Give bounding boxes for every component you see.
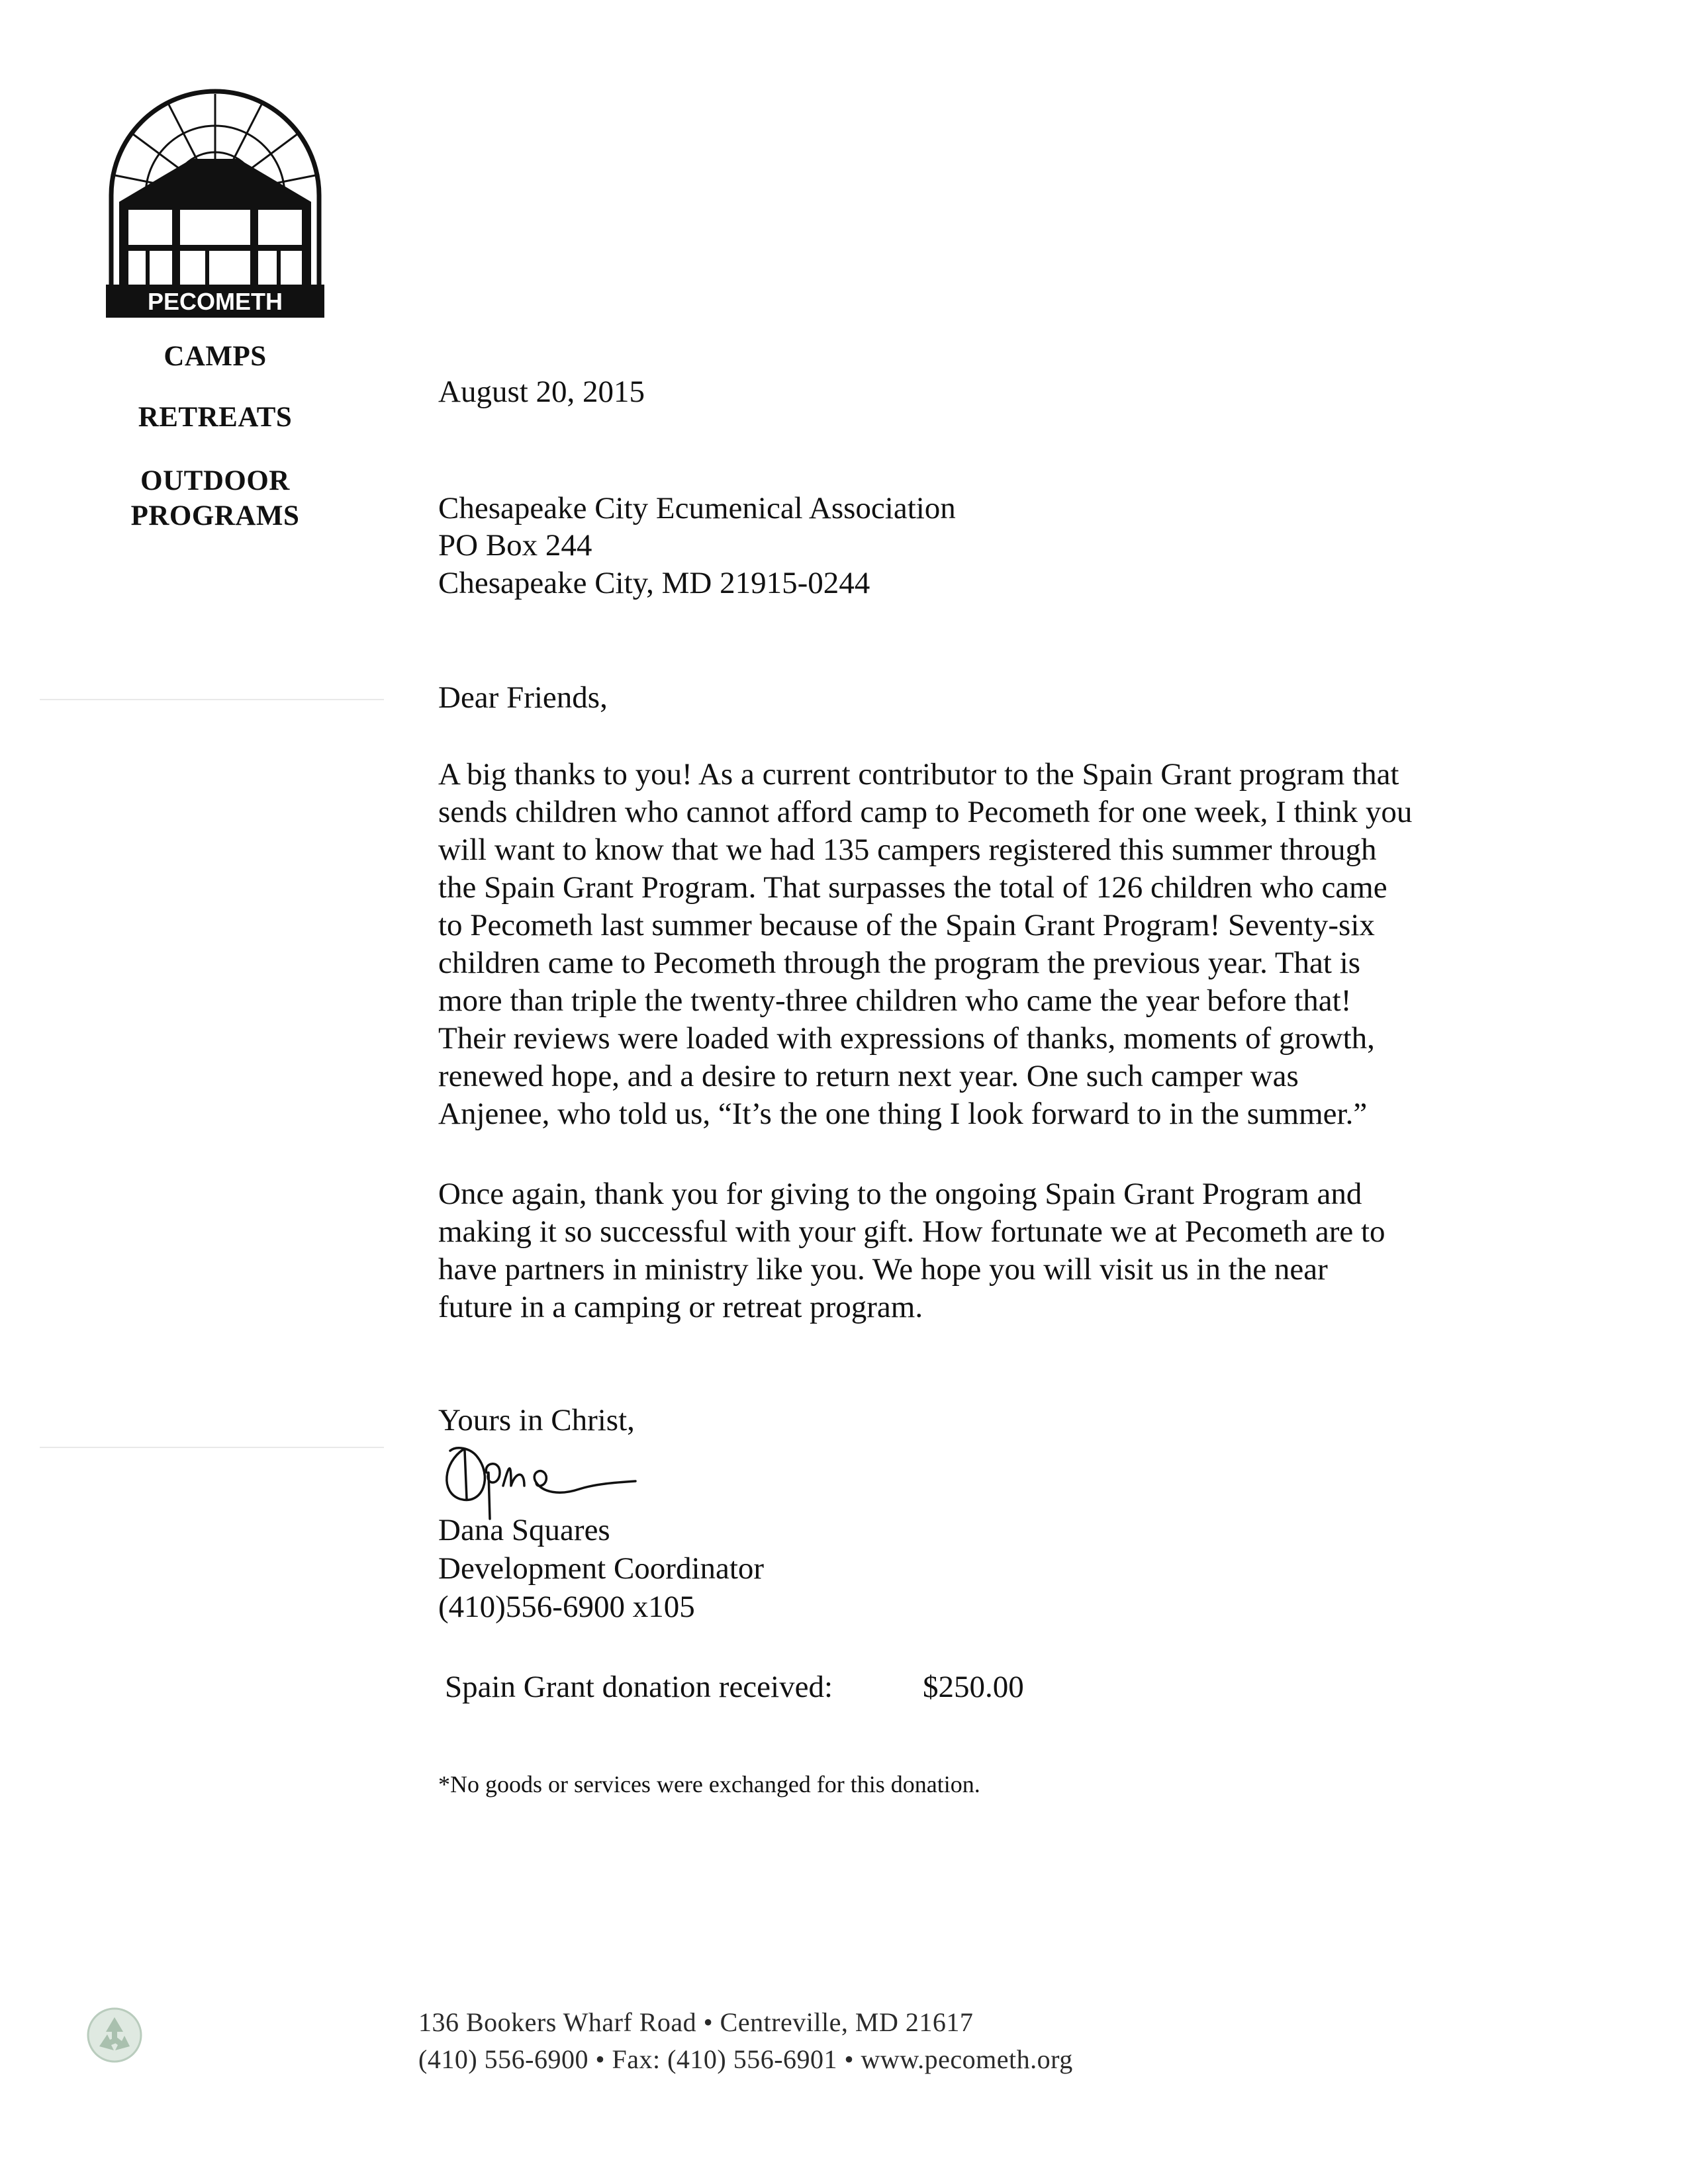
logo-wordmark: PECOMETH bbox=[147, 288, 283, 315]
scan-artifact bbox=[40, 699, 384, 700]
sidebar-item-programs: PROGRAMS bbox=[130, 500, 300, 531]
footer-address: 136 Bookers Wharf Road • Centreville, MD 21617 bbox=[418, 2007, 974, 2037]
recipient-name: Chesapeake City Ecumenical Association bbox=[438, 491, 956, 525]
donation-label: Spain Grant donation received: bbox=[445, 1670, 833, 1704]
sidebar-item-camps: CAMPS bbox=[164, 341, 267, 372]
salutation: Dear Friends, bbox=[438, 680, 608, 715]
sidebar-item-retreats: RETREATS bbox=[138, 402, 293, 433]
donation-disclaimer: *No goods or services were exchanged for this donation. bbox=[438, 1771, 980, 1797]
sidebar-item-outdoor: OUTDOOR bbox=[140, 465, 290, 496]
closing: Yours in Christ, bbox=[438, 1403, 635, 1437]
handwritten-signature bbox=[437, 1436, 655, 1522]
recycle-icon bbox=[85, 2005, 144, 2065]
footer-contact: (410) 556-6900 • Fax: (410) 556-6901 • www.pecometh.org bbox=[418, 2044, 1073, 2074]
letter-date: August 20, 2015 bbox=[438, 375, 645, 409]
recipient-city: Chesapeake City, MD 21915-0244 bbox=[438, 566, 870, 600]
donation-amount: $250.00 bbox=[923, 1670, 1024, 1704]
body-paragraph-1: A big thanks to you! As a current contributor to the Spain Grant program that sends children who cannot afford camp to Pecometh for one week, I think you will want to know that we had 135 campers registered this summer through the Spain Grant Program. That surpasses the total of 126 children who came to Pecometh last summer because of the Spain Grant Program! Seventy-six children came to Pecometh through the program the previous year. That is more than triple the twenty-three children who came the year before that! Their reviews were loaded with expressions of thanks, moments of growth, renewed hope, and a desire to return next year. One such camper was Anjenee, who told us, “It’s the one thing I look forward to in the summer.” bbox=[438, 757, 1413, 1131]
body-paragraph-2: Once again, thank you for giving to the ongoing Spain Grant Program and making it so successful with your gift. How fortunate we at Pecometh are to have partners in ministry like you. We hope you will visit us in the near future in a camping or retreat program. bbox=[438, 1177, 1385, 1324]
scan-artifact bbox=[40, 1447, 384, 1448]
signer-phone: (410)556-6900 x105 bbox=[438, 1590, 695, 1624]
signer-name: Dana Squares bbox=[438, 1513, 610, 1547]
signer-title: Development Coordinator bbox=[438, 1551, 765, 1586]
pecometh-logo bbox=[106, 86, 324, 318]
recipient-po-box: PO Box 244 bbox=[438, 528, 592, 563]
